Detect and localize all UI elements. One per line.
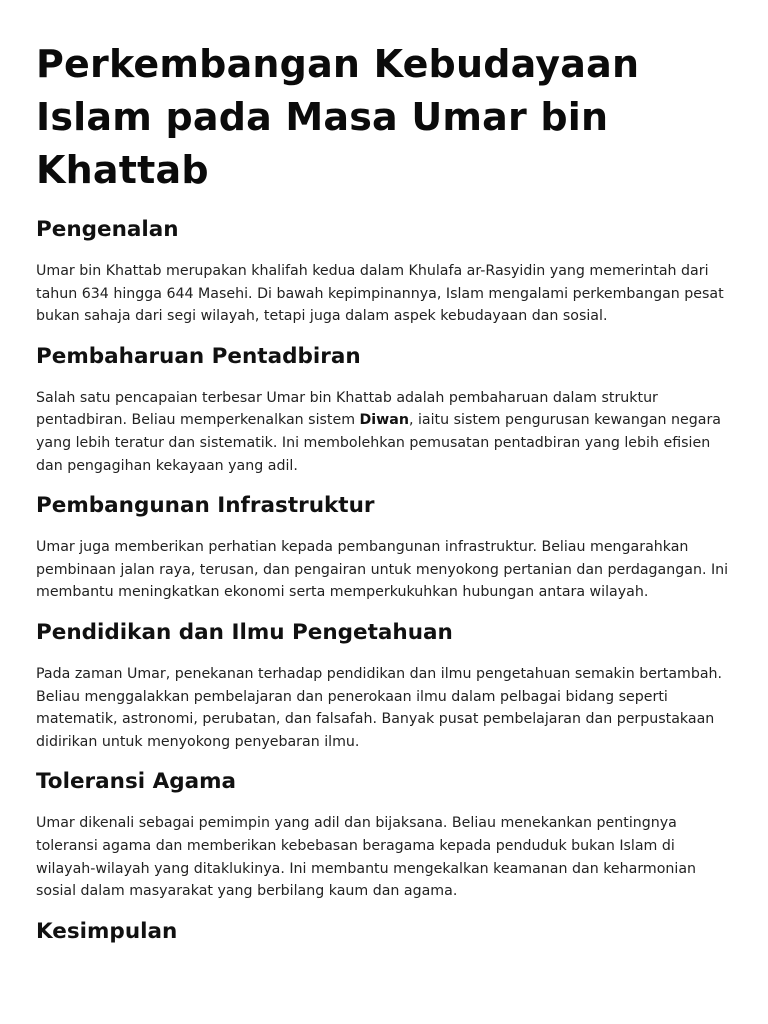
section-paragraph: Pada zaman Umar, penekanan terhadap pendidikan dan ilmu pengetahuan semakin bertambah. Beliau menggalakkan pembelajaran dan penerokaan ilmu dalam pelbagai bidang seperti matematik, astronomi, perubatan, dan falsafah. Banyak pusat pembelajaran dan perpustakaan didirikan untuk menyokong penyebaran ilmu. bbox=[36, 665, 723, 750]
section-paragraph: Umar dikenali sebagai pemimpin yang adil dan bijaksana. Beliau menekankan pentingnya toleransi agama dan memberikan kebebasan beragama kepada penduduk bukan Islam di wilayah-wilayah yang ditaklukinya. Ini membantu mengekalkan keamanan dan keharmonian sosial dalam masyarakat yang berbilang kaum dan agama. bbox=[36, 815, 697, 900]
section-heading: Pembaharuan Pentadbiran bbox=[36, 343, 361, 369]
diwan-term: Diwan bbox=[359, 412, 409, 429]
paragraph-text: , iaitu sistem pengurusan kewangan negara yang lebih teratur dan sistematik. Ini membolehkan pemusatan pentadbiran yang lebih efisien dan pengagihan kekayaan yang adil. bbox=[36, 412, 721, 474]
section-kesimpulan bbox=[36, 917, 732, 947]
section-heading: Kesimpulan bbox=[36, 918, 178, 944]
section-pembaharuan-pentadbiran bbox=[36, 342, 732, 477]
section-pengenalan bbox=[36, 215, 732, 328]
section-heading: Pembangunan Infrastruktur bbox=[36, 493, 375, 519]
section-pembangunan-infrastruktur bbox=[36, 491, 732, 604]
document-title: Perkembangan Kebudayaan Islam pada Masa Umar bin Khattab bbox=[36, 42, 640, 192]
section-paragraph: Umar juga memberikan perhatian kepada pembangunan infrastruktur. Beliau mengarahkan pembinaan jalan raya, terusan, dan pengairan untuk menyokong pertanian dan perdagangan. Ini membantu meningkatkan ekonomi serta memperkukuhkan hubungan antara wilayah. bbox=[36, 539, 729, 601]
section-pendidikan bbox=[36, 618, 732, 753]
section-toleransi-agama bbox=[36, 767, 732, 902]
section-heading: Pendidikan dan Ilmu Pengetahuan bbox=[36, 619, 453, 645]
section-paragraph: Umar bin Khattab merupakan khalifah kedua dalam Khulafa ar-Rasyidin yang memerintah dari tahun 634 hingga 644 Masehi. Di bawah kepimpinannya, Islam mengalami perkembangan pesat bukan sahaja dari segi wilayah, tetapi juga dalam aspek kebudayaan dan sosial. bbox=[36, 263, 724, 325]
section-heading: Pengenalan bbox=[36, 217, 179, 242]
paragraph-text: Salah satu pencapaian terbesar Umar bin Khattab adalah pembaharuan dalam struktur pentadbiran. Beliau memperkenalkan sistem bbox=[36, 389, 658, 429]
section-heading: Toleransi Agama bbox=[36, 769, 237, 795]
section-paragraph bbox=[36, 387, 732, 477]
